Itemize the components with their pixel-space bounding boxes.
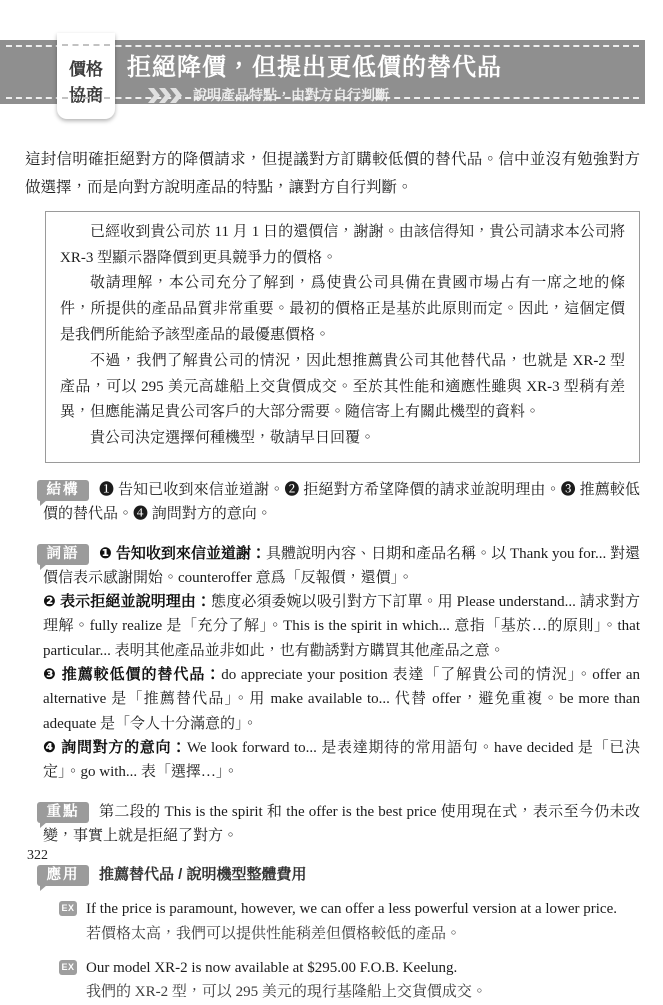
vocab-item-lead: ❹ 詢問對方的意向： [43, 738, 187, 756]
vocab-item-text: 態度必須委婉以吸引對方下訂單。用 Please understand... 請求對方理解。fully realize 是「充分了解」。This is the spirit in which... 意指「基於…的原則」。that particular... 表明其他產品並非如此，也有勸誘對方購買其他產品之意。 [43, 594, 641, 659]
vocab-item-lead: ❸ 推薦較低價的替代品： [43, 666, 222, 684]
letter-translation-box [45, 211, 640, 463]
vocab-item-lead: ❶ 告知收到來信並道謝： [99, 544, 267, 562]
example-chinese: 我們的 XR-2 型，可以 295 美元的現行基隆船上交貨價成交。 [86, 984, 487, 1001]
tab-dash-bottom [62, 97, 110, 99]
example-chinese: 若價格太高，我們可以提供性能稍差但價格較低的產品。 [86, 925, 462, 942]
letter-paragraph: 不過，我們了解貴公司的情況，因此想推薦貴公司其他替代品，也就是 XR-2 型產品，可以 295 美元高雄船上交貨價成交。至於其性能和適應性雖與 XR-3 型稍有差異，但應能滿足貴公司客戶的大部分需要。隨信寄上有關此機型的資料。 [60, 352, 625, 421]
example-item [59, 897, 640, 946]
page-number: 322 [27, 848, 48, 863]
category-tab-label-line1: 價格 [69, 60, 103, 79]
section-keypoint [43, 800, 640, 849]
section-structure [43, 478, 640, 527]
example-english: If the price is paramount, however, we can offer a less powerful version at a lower price. [86, 901, 617, 918]
structure-badge: 結構 [37, 480, 89, 501]
vocab-item-text: 具體說明內容、日期和產品名稱。以 Thank you for... 對還價信表示感謝開始。counteroffer 意爲「反報價，還價」。 [43, 545, 640, 586]
main-content [25, 146, 640, 1005]
section-vocabulary [43, 542, 640, 785]
ex-badge: EX [59, 960, 77, 975]
application-badge: 應用 [37, 865, 89, 886]
keypoint-text: 第二段的 This is the spirit 和 the offer is the best price 使用現在式，表示至今仍未改變，事實上就是拒絕了對方。 [43, 803, 640, 844]
ex-badge: EX [59, 901, 77, 916]
keypoint-badge: 重點 [37, 802, 89, 823]
triple-chevron-icon [148, 88, 184, 103]
structure-text: ❶ 告知已收到來信並道謝。❷ 拒絕對方希望降價的請求並說明理由。❸ 推薦較低價的替代品。❹ 詢問對方的意向。 [43, 481, 640, 523]
letter-paragraph: 已經收到貴公司於 11 月 1 日的還價信，謝謝。由該信得知，貴公司請求本公司將 XR-3 型顯示器降價到更具競爭力的價格。 [60, 223, 625, 266]
vocab-item-text: We look forward to... 是表達期待的常用語句。have decided 是「已決定」。go with... 表「選擇…」。 [43, 739, 640, 781]
vocab-item-lead: ❷ 表示拒絕並說明理由： [43, 593, 212, 611]
page-title: 拒絕降價，但提出更低價的替代品 [127, 54, 502, 81]
section-application [43, 863, 640, 1004]
tab-dash-top [62, 44, 110, 46]
category-tab [57, 33, 115, 119]
vocab-item [43, 736, 640, 785]
application-heading: 推薦替代品 / 說明機型整體費用 [99, 866, 307, 884]
category-tab-label-line2: 協商 [69, 85, 103, 105]
letter-paragraph: 敬請理解，本公司充分了解到，爲使貴公司具備在貴國市場占有一席之地的條件，所提供的產品品質非常重要。最初的價格正是基於此原則而定。因此，這個定價是我們所能給予該型產品的最優惠價格。 [60, 275, 625, 343]
page-subtitle-row [148, 85, 389, 105]
vocab-item [43, 590, 640, 663]
example-item [59, 956, 640, 1005]
vocabulary-badge: 詞語 [37, 544, 89, 565]
page-subtitle: 說明產品特點，由對方自行判斷 [193, 87, 389, 103]
vocab-item-text: do appreciate your position 表達「了解貴公司的情況」。offer an alternative 是「推薦替代品」。用 make available to... 代替 offer，避免重複。be more than adequate 是「令人十分滿意的」。 [43, 667, 640, 732]
letter-paragraph: 貴公司決定選擇何種機型，敬請早日回覆。 [90, 430, 376, 447]
intro-paragraph: 這封信明確拒絕對方的降價請求，但提議對方訂購較低價的替代品。信中並沒有勉強對方做選擇，而是向對方說明產品的特點，讓對方自行判斷。 [25, 151, 640, 196]
vocab-item [43, 663, 640, 736]
example-english: Our model XR-2 is now available at $295.00 F.O.B. Keelung. [86, 960, 458, 976]
vocab-item [43, 542, 640, 591]
